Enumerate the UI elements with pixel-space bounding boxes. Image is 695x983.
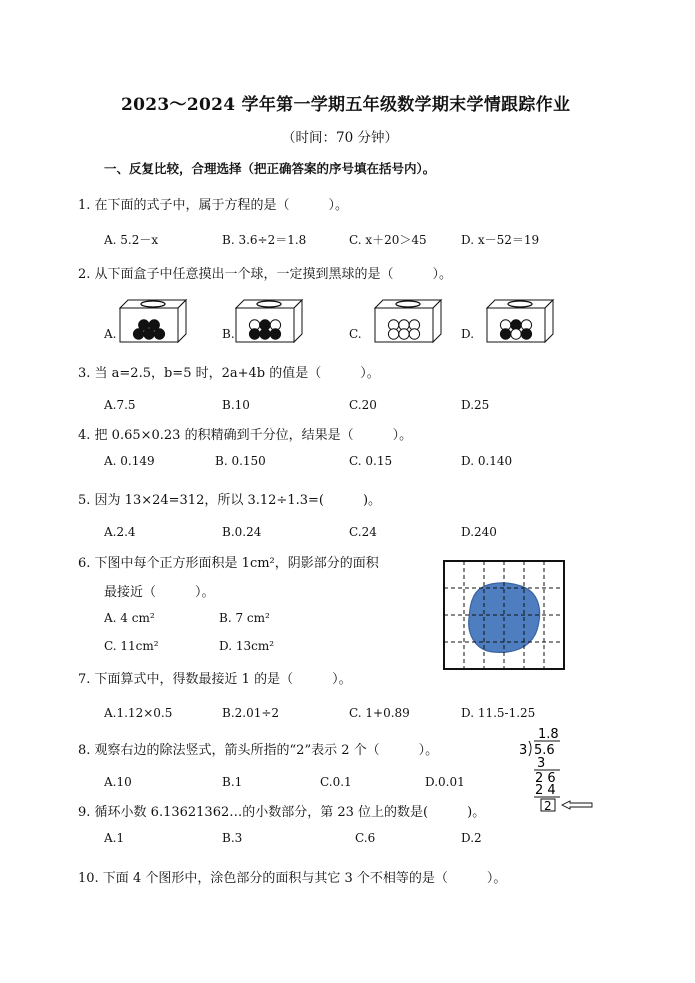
q7-option-a: A.1.12×0.5 [104,706,173,720]
division-remainder: 2 [544,799,552,813]
question-8: 8. 观察右边的除法竖式，箭头所指的“2”表示 2 个（ ）。 [78,743,439,758]
q4-option-a: A. 0.149 [104,454,155,468]
q8-option-a: A.10 [104,775,132,789]
box-b-opening [257,301,281,307]
q2-option-a: A. [104,327,117,341]
box-a-ball-black [144,329,154,339]
q5-option-a: A.2.4 [104,525,136,539]
box-a-ball-black [133,329,143,339]
q3-option-b: B.10 [222,398,250,412]
q7-option-c: C. 1+0.89 [349,706,410,720]
box-a-opening [141,301,165,307]
question-5: 5. 因为 13×24=312，所以 3.12÷1.3=( )。 [78,493,382,508]
section-heading: 一、反复比较，合理选择（把正确答案的序号填在括号内）。 [104,161,436,176]
arrow-icon [562,801,592,809]
q9-option-d: D.2 [461,831,482,845]
box-c-opening [396,301,420,307]
q3-option-a: A.7.5 [104,398,136,412]
q3-option-d: D.25 [461,398,490,412]
division-dividend: 5.6 [534,743,555,758]
q4-option-b: B. 0.150 [215,454,266,468]
division-step3: 2 4 [535,783,556,798]
division-step2: 2 6 [535,771,556,786]
q5-option-c: C.24 [349,525,377,539]
box-b-ball-black [270,329,280,339]
division-step1: 3 [537,756,546,771]
q7-option-b: B.2.01÷2 [222,706,280,720]
box-d-opening [508,301,532,307]
question-1: 1. 在下面的式子中，属于方程的是（ ）。 [78,198,349,213]
box-a-side [178,300,186,342]
q8-option-d: D.0.01 [425,775,465,789]
time-limit: （时间：70 分钟） [282,130,398,146]
q2-option-d: D. [461,327,475,341]
box-b-ball-black [249,329,259,339]
q6-option-c: C. 11cm² [104,639,159,653]
box-b-ball-black [260,329,270,339]
box-c-ball-white [409,329,419,339]
box-d-ball-black [521,329,531,339]
division-divisor: 3 [519,743,528,758]
box-c-ball-white [399,329,409,339]
box-c-ball-white [388,329,398,339]
q5-option-d: D.240 [461,525,497,539]
q2-option-b: B. [222,327,235,341]
q1-option-d: D. x－52＝19 [461,233,540,247]
long-division-figure [510,724,600,814]
grid-figure [443,560,565,670]
q1-option-c: C. x＋20＞45 [349,233,427,247]
q8-option-b: B.1 [222,775,243,789]
q9-option-b: B.3 [222,831,243,845]
q1-option-a: A. 5.2－x [104,233,159,247]
q2-option-c: C. [349,327,362,341]
q4-option-d: D. 0.140 [461,454,513,468]
box-d-ball-black [500,329,510,339]
division-quotient: 1.8 [538,727,559,742]
page-title: 2023～2024 学年第一学期五年级数学期末学情跟踪作业 [121,95,571,115]
box-c-side [433,300,441,342]
question-6-line2: 最接近（ ）。 [104,585,215,600]
box-a-ball-black [154,329,164,339]
box-d-ball-white [511,329,521,339]
question-6: 6. 下图中每个正方形面积是 1cm²，阴影部分的面积 [78,556,379,571]
question-10: 10. 下面 4 个图形中，涂色部分的面积与其它 3 个不相等的是（ ）。 [78,871,507,886]
question-4: 4. 把 0.65×0.23 的积精确到千分位，结果是（ ）。 [78,428,413,443]
box-b-side [294,300,302,342]
q7-option-d: D. 11.5-1.25 [461,706,536,720]
question-3: 3. 当 a=2.5，b=5 时，2a+4b 的值是（ ）。 [78,366,380,381]
q1-option-b: B. 3.6÷2＝1.8 [222,233,307,247]
question-7: 7. 下面算式中，得数最接近 1 的是（ ）。 [78,672,352,687]
q6-option-a: A. 4 cm² [104,611,155,625]
q5-option-b: B.0.24 [222,525,262,539]
box-d-side [545,300,553,342]
q6-option-d: D. 13cm² [219,639,275,653]
q3-option-c: C.20 [349,398,377,412]
q4-option-c: C. 0.15 [349,454,393,468]
q8-option-c: C.0.1 [320,775,352,789]
q9-option-c: C.6 [355,831,376,845]
q6-option-b: B. 7 cm² [219,611,270,625]
question-9: 9. 循环小数 6.13621362…的小数部分，第 23 位上的数是( )。 [78,805,486,820]
q9-option-a: A.1 [104,831,125,845]
question-2: 2. 从下面盒子中任意摸出一个球，一定摸到黑球的是（ ）。 [78,267,453,282]
